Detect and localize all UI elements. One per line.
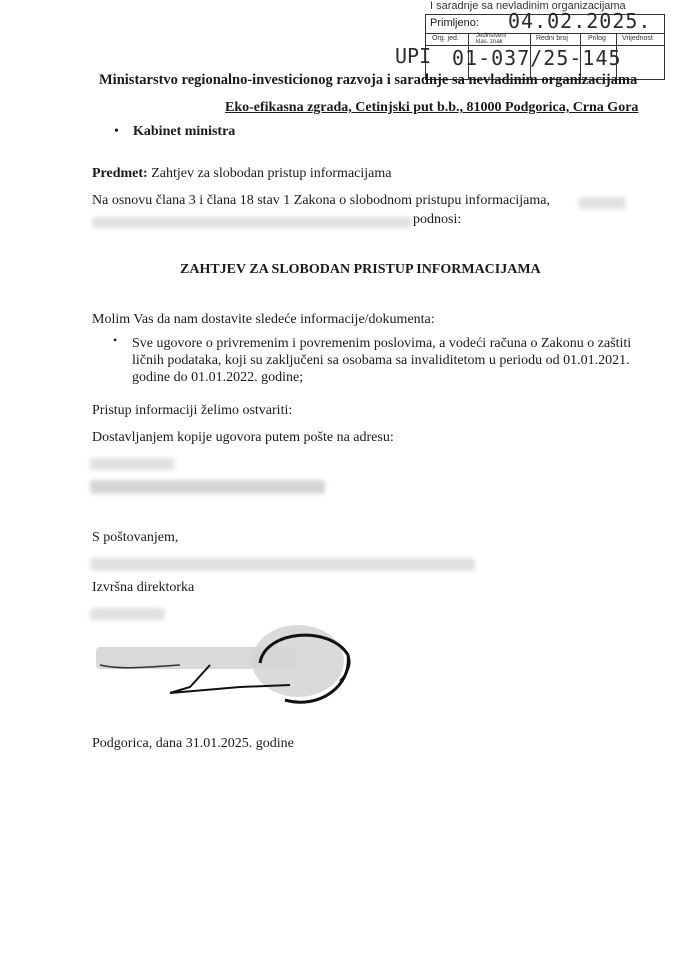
ministry-name: Ministarstvo regionalno-investicionog razvoja i saradnje sa nevladinim organizacijama xyxy=(99,72,638,88)
stamp-registration-number: 01-037/25-145 xyxy=(452,46,622,70)
redacted-applicant-details xyxy=(92,217,412,228)
recipient-office: Kabinet ministra xyxy=(133,124,236,139)
bullet-icon: • xyxy=(114,124,119,139)
request-item-line: godine do 01.01.2022. godine; xyxy=(132,370,304,385)
ministry-address: Eko-efikasna zgrada, Cetinjski put b.b., 81000 Podgorica, Crna Gora xyxy=(225,100,639,115)
stamp-col-class: Jedinstveni klas. znak xyxy=(476,33,507,45)
closing-salutation: S poštovanjem, xyxy=(92,530,179,545)
stamp-col-org: Org. jed. xyxy=(432,35,459,42)
place-and-date: Podgorica, dana 31.01.2025. godine xyxy=(92,736,294,751)
redacted-organization xyxy=(90,558,475,571)
redacted-address-line-2 xyxy=(90,480,325,494)
subject-label: Predmet: xyxy=(92,166,148,181)
stamp-col-number: Redni broj xyxy=(536,35,568,42)
subject-line xyxy=(92,166,391,182)
stamp-col-value: Vrijednost xyxy=(622,35,653,42)
request-item-line: ličnih podataka, koji su zaključeni sa osobama sa invaliditetom u periodu od 01.01.2021. xyxy=(132,353,630,368)
subject-text: Zahtjev za slobodan pristup informacijama xyxy=(151,166,392,181)
redacted-address-line-1 xyxy=(90,458,175,470)
bullet-icon: • xyxy=(113,333,118,347)
intro-line-2-end: podnosi: xyxy=(413,212,462,227)
stamp-received-date: 04.02.2025. xyxy=(508,9,652,33)
delivery-method: Dostavljanjem kopije ugovora putem pošte na adresu: xyxy=(92,430,394,445)
redacted-applicant-name xyxy=(578,197,626,209)
access-label: Pristup informaciji želimo ostvariti: xyxy=(92,403,293,418)
signer-title: Izvršna direktorka xyxy=(92,580,195,595)
stamp-header-fragment: I saradnje sa nevladinim organizacijama xyxy=(430,0,626,12)
request-heading: ZAHTJEV ZA SLOBODAN PRISTUP INFORMACIJAMA xyxy=(180,262,541,277)
stamp-received-label: Primljeno: xyxy=(430,17,479,29)
request-item-line: Sve ugovore o privremenim i povremenim poslovima, a vodeći računa o Zakonu o zaštiti xyxy=(132,336,632,351)
request-intro: Molim Vas da nam dostavite sledeće informacije/dokumenta: xyxy=(92,312,435,327)
intro-line-1: Na osnovu člana 3 i člana 18 stav 1 Zakona o slobodnom pristupu informacijama, xyxy=(92,193,551,208)
stamp-upi: UPI xyxy=(395,44,432,68)
stamp-col-attachment: Prilog xyxy=(588,35,606,42)
signature-image xyxy=(90,615,360,715)
request-item xyxy=(132,335,631,386)
